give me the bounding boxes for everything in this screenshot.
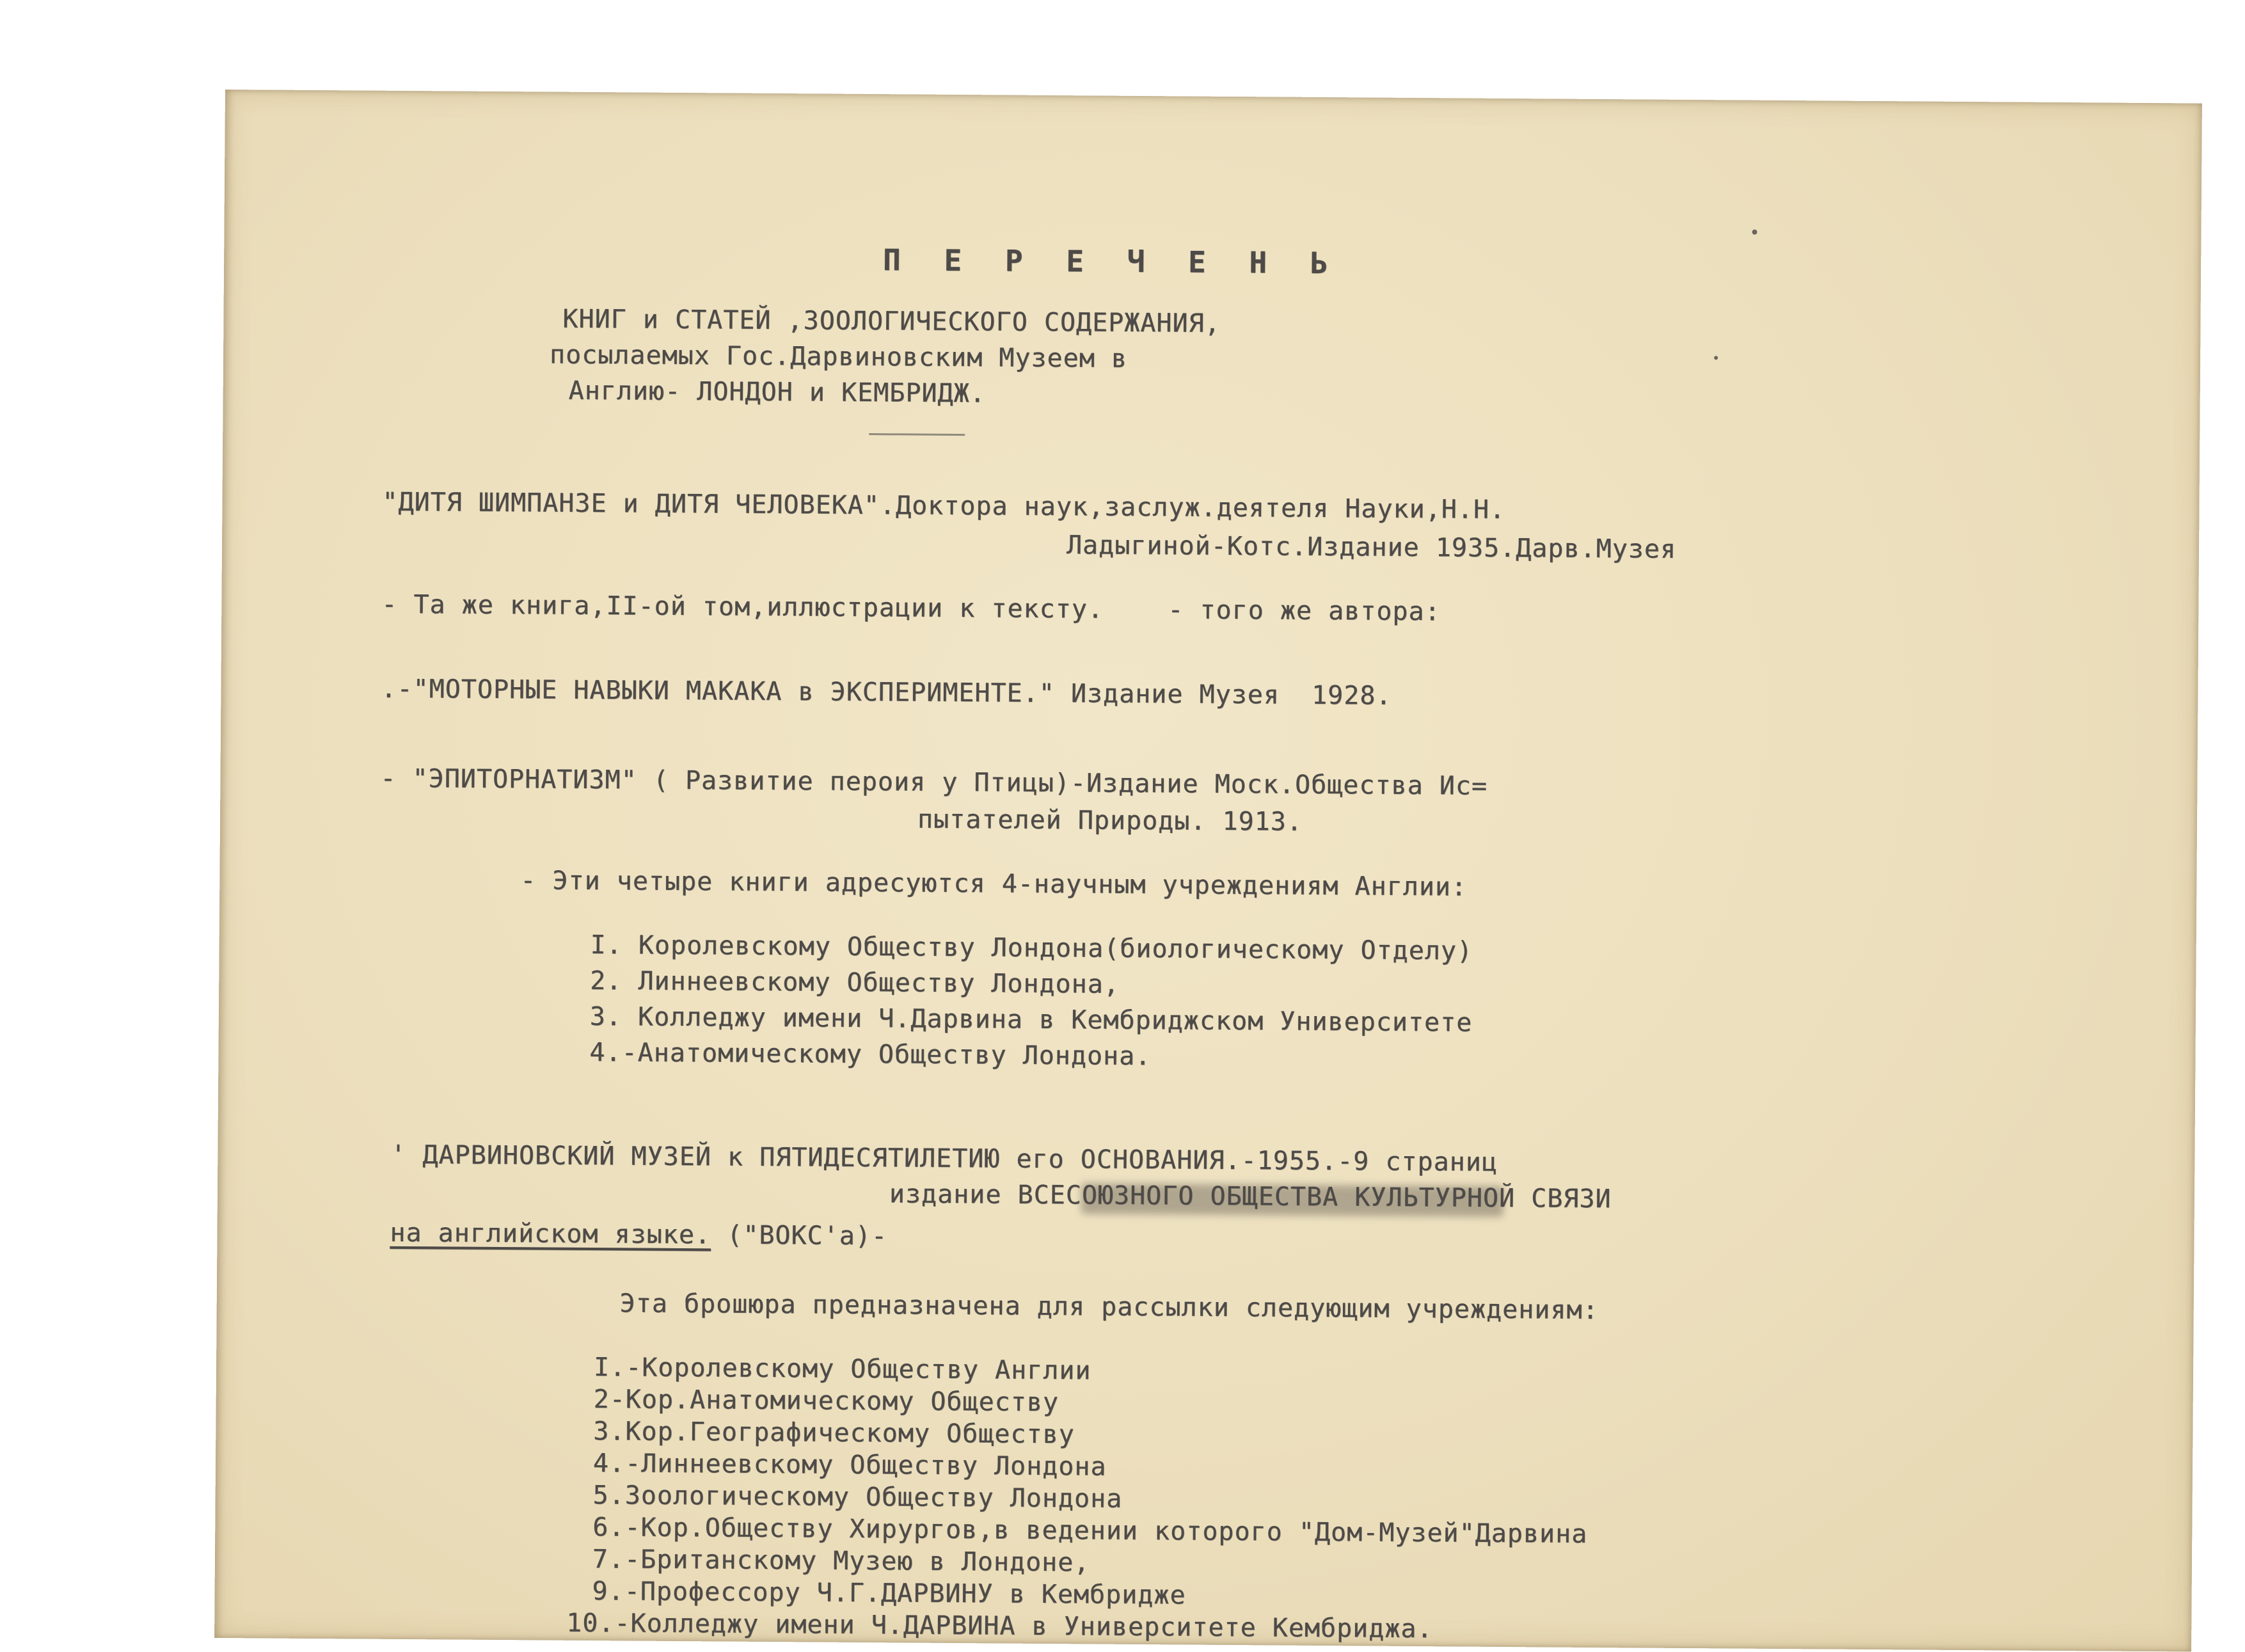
group-2-item-2: 2-Кор.Анатомическому Обществу — [593, 1385, 1059, 1418]
entry-1-line-2: Ладыгиной-Котс.Издание 1935.Дарв.Музея — [1066, 530, 1677, 564]
group-1-item-1: I. Королевскому Обществу Лондона(биологическому Отделу) — [590, 930, 1473, 966]
entry-4-line-1: - "ЭПИТОРНАТИЗМ" ( Развитие пероия у Птицы)-Издание Моск.Общества Ис= — [380, 763, 1488, 801]
page-title: П Е Р Е Ч Е Н Ь — [882, 242, 1341, 281]
entry-4-line-2: пытателей Природы. 1913. — [917, 804, 1303, 837]
brochure-line-2: издание ВСЕСОЮЗНОГО ОБЩЕСТВА КУЛЬТУРНОЙ СВЯЗИ — [889, 1179, 1612, 1214]
ink-dot — [1752, 230, 1757, 235]
group-2-item-3: 3.Кор.Географическому Обществу — [593, 1417, 1075, 1450]
group-2-item-5: 5.Зоологическому Обществу Лондона — [592, 1481, 1123, 1514]
entry-1-line-1: "ДИТЯ ШИМПАНЗЕ и ДИТЯ ЧЕЛОВЕКА".Доктора наук,заслуж.деятеля Науки,Н.Н. — [382, 487, 1506, 525]
group-2-item-4: 4.-Линнеевскому Обществу Лондона — [592, 1449, 1107, 1482]
subtitle-line-1: КНИГ и СТАТЕЙ ,ЗООЛОГИЧЕСКОГО СОДЕРЖАНИЯ, — [562, 304, 1221, 338]
group-2-item-9: 10.-Колледжу имени Ч.ДАРВИНА в Университете Кембриджа. — [566, 1608, 1433, 1644]
group-2-item-1: I.-Королевскому Обществу Англии — [593, 1353, 1091, 1386]
group-2-intro: Эта брошюра предназначена для рассылки следующим учреждениям: — [619, 1289, 1599, 1326]
entry-3-line-1: .-"МОТОРНЫЕ НАВЫКИ МАКАКА в ЭКСПЕРИМЕНТЕ." Издание Музея 1928. — [381, 674, 1392, 711]
entry-2-line-1: - Та же книга,II-ой том,иллюстрации к тексту. - того же автора: — [381, 589, 1441, 627]
group-2-item-7: 7.-Британскому Музею в Лондоне, — [592, 1545, 1090, 1578]
group-1-item-4: 4.-Анатомическому Обществу Лондона. — [589, 1038, 1152, 1072]
subtitle-line-3: Англию- ЛОНДОН и КЕМБРИДЖ. — [568, 376, 987, 409]
brochure-publisher-note: ("ВОКС'а)- — [710, 1220, 888, 1251]
group-2-item-8: 9.-Профессору Ч.Г.ДАРВИНУ в Кембридже — [592, 1577, 1186, 1610]
brochure-language-note: на английском языке. — [390, 1218, 711, 1250]
subtitle-line-2: посылаемых Гос.Дарвиновским Музеем в — [549, 340, 1128, 374]
group-1-item-2: 2. Линнеевскому Обществу Лондона, — [590, 966, 1120, 999]
group-1-item-3: 3. Колледжу имени Ч.Дарвина в Кембриджском Университете — [589, 1002, 1473, 1038]
brochure-line-3 — [390, 1218, 887, 1251]
group-1-intro: - Эти четыре книги адресуются 4-научным учреждениям Англии: — [520, 866, 1468, 902]
ink-dot — [1714, 356, 1718, 360]
group-2-item-6: 6.-Кор.Обществу Хирургов,в ведении которого "Дом-Музей"Дарвина — [592, 1513, 1588, 1549]
document-page — [214, 90, 2202, 1652]
brochure-line-1: ' ДАРВИНОВСКИЙ МУЗЕЙ к ПЯТИДЕСЯТИЛЕТИЮ его ОСНОВАНИЯ.-1955.-9 страниц — [390, 1140, 1498, 1177]
title-divider — [869, 433, 965, 436]
